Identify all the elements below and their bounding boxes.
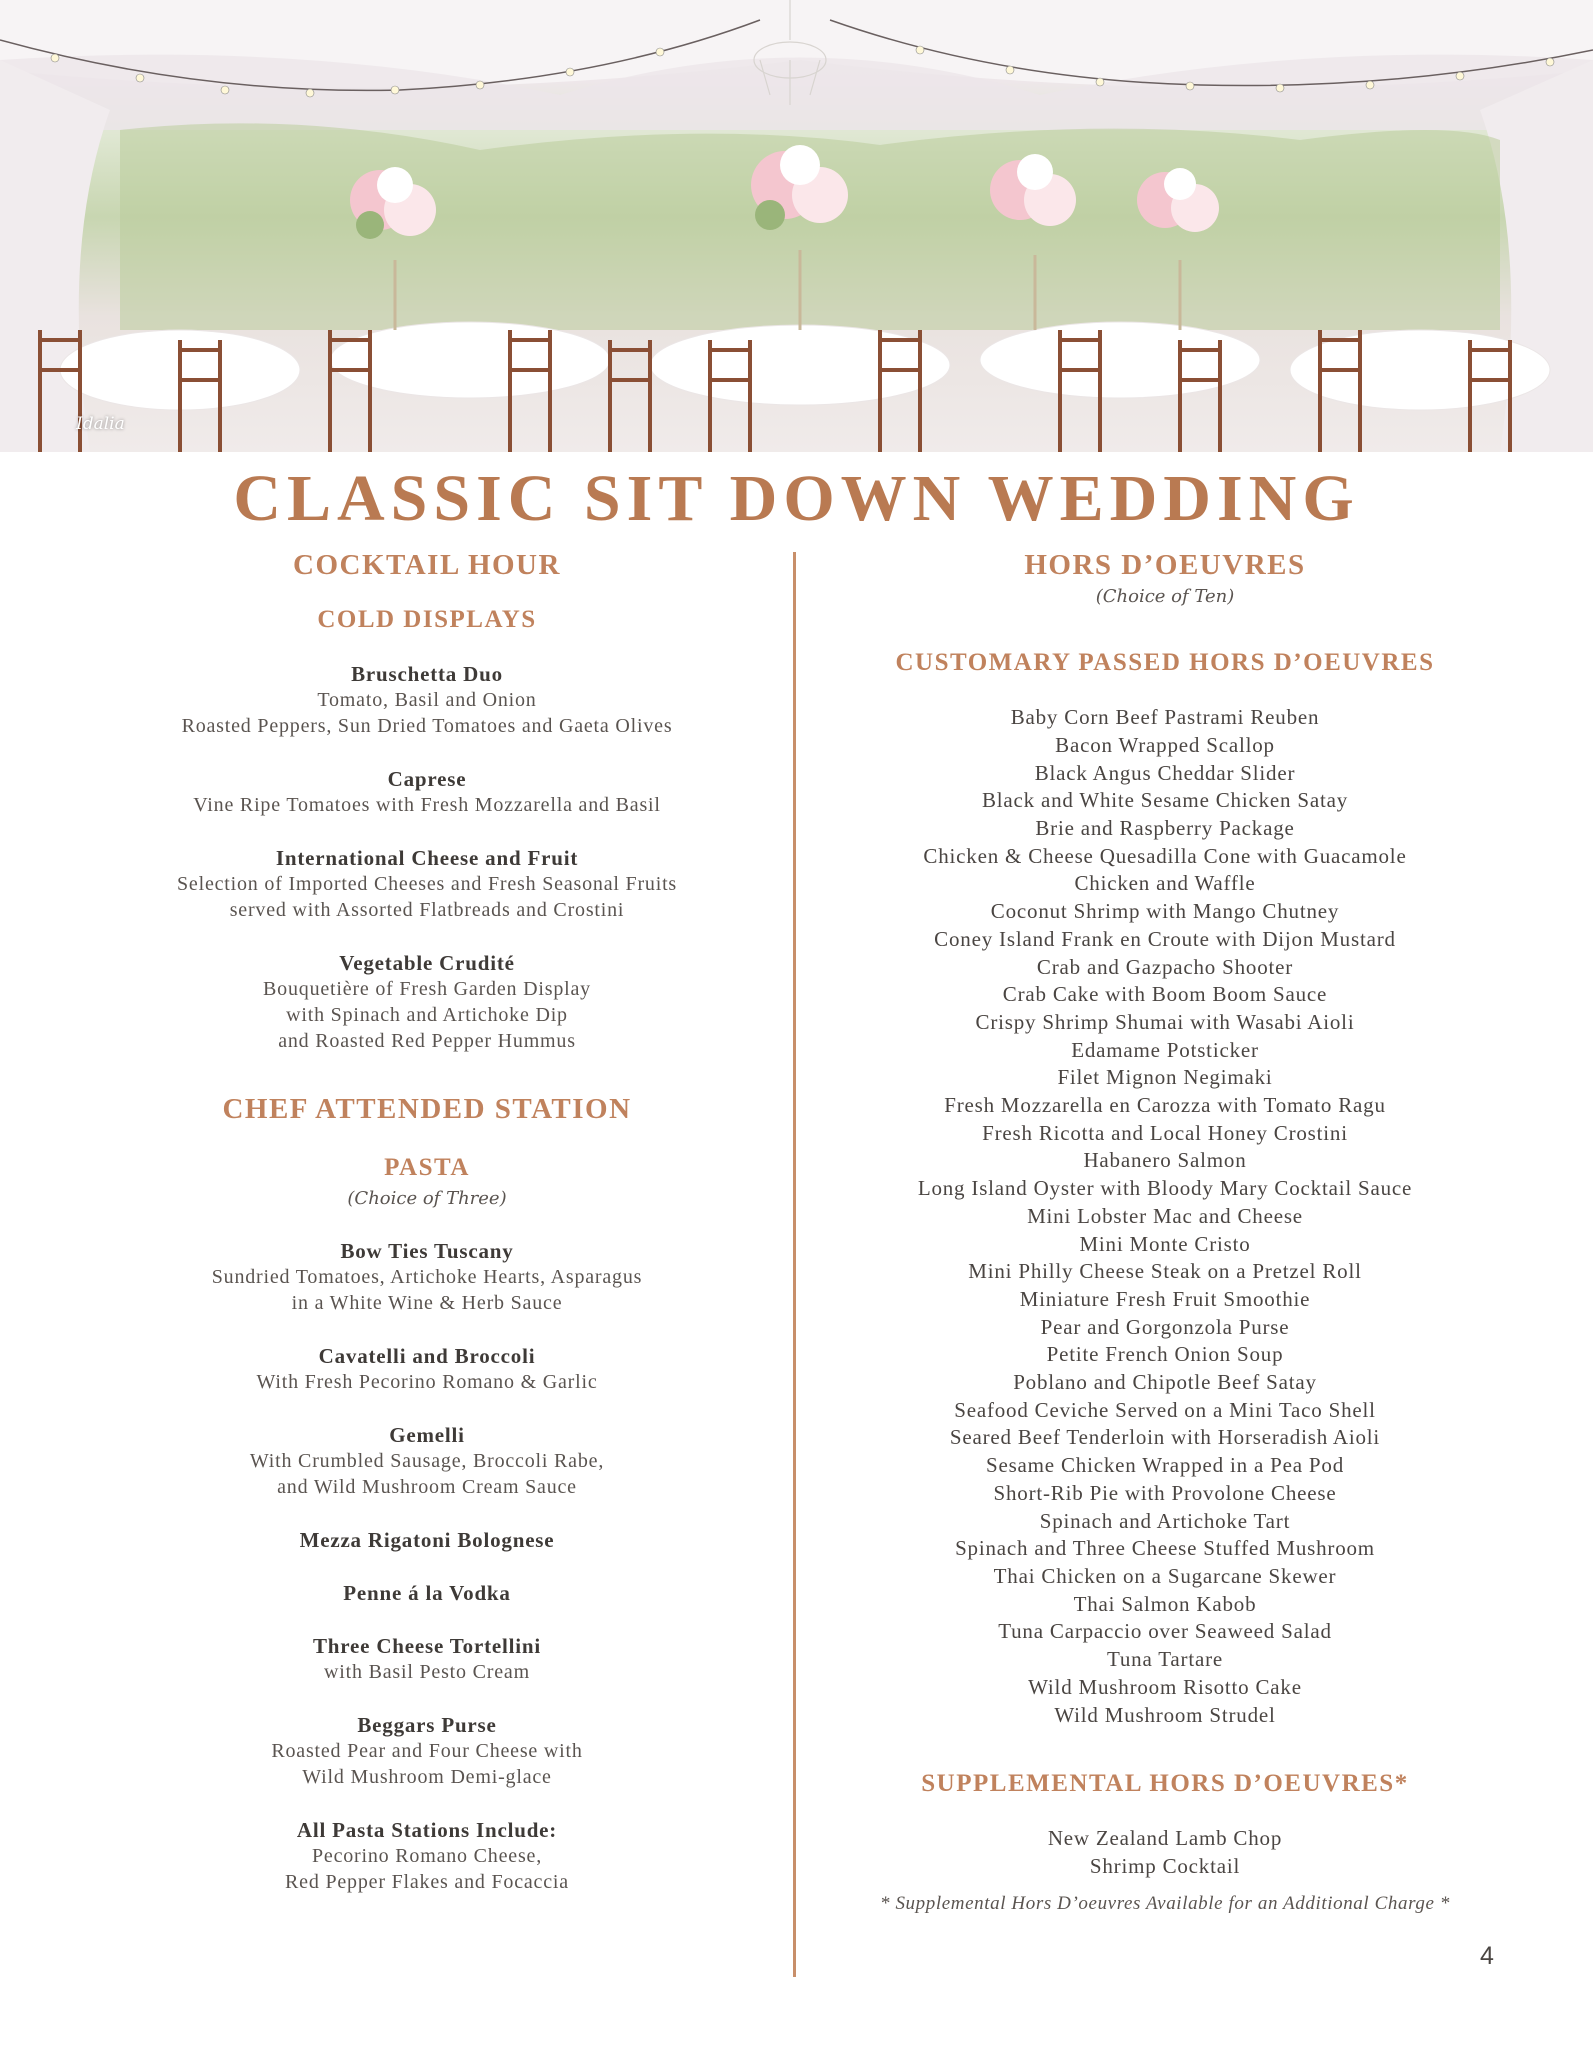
- menu-item-description: with Spinach and Artichoke Dip: [286, 1003, 568, 1026]
- hors-doeuvre-item: Tuna Tartare: [1106, 1647, 1224, 1672]
- chef-attended-heading: CHEF ATTENDED STATION: [222, 1092, 632, 1125]
- hors-doeuvre-item: Bacon Wrapped Scallop: [1055, 732, 1275, 757]
- hors-doeuvre-item: Spinach and Artichoke Tart: [1039, 1508, 1291, 1533]
- menu-item-description: Sundried Tomatoes, Artichoke Hearts, Asparagus: [211, 1265, 643, 1288]
- hors-doeuvre-item: Fresh Ricotta and Local Honey Crostini: [982, 1120, 1348, 1145]
- supplemental-list: [845, 1825, 1485, 1880]
- menu-item-description: and Roasted Red Pepper Hummus: [278, 1029, 576, 1052]
- menu-item-name: International Cheese and Fruit: [275, 845, 579, 870]
- hors-doeuvre-item: Baby Corn Beef Pastrami Reuben: [1010, 705, 1320, 730]
- menu-item: [100, 661, 754, 739]
- hors-doeuvre-item: Chicken & Cheese Quesadilla Cone with Guacamole: [923, 843, 1407, 868]
- photo-caption: Idalia: [76, 414, 125, 434]
- hors-doeuvre-item: Spinach and Three Cheese Stuffed Mushroom: [955, 1536, 1375, 1561]
- hors-doeuvre-item: Chicken and Waffle: [1074, 871, 1256, 896]
- menu-item-description: With Fresh Pecorino Romano & Garlic: [256, 1370, 598, 1393]
- hors-doeuvre-item: Black and White Sesame Chicken Satay: [981, 788, 1349, 813]
- menu-item-description: with Basil Pesto Cream: [324, 1660, 530, 1683]
- hors-doeuvre-item: Crab and Gazpacho Shooter: [1036, 954, 1294, 979]
- menu-item-name: Mezza Rigatoni Bolognese: [299, 1527, 555, 1552]
- hors-doeuvre-item: Edamame Potsticker: [1071, 1037, 1259, 1062]
- menu-item: [100, 1817, 754, 1895]
- menu-item: [100, 1343, 754, 1395]
- menu-item: [100, 1633, 754, 1685]
- menu-item-name: Bruschetta Duo: [351, 661, 503, 686]
- hors-doeuvre-item: Mini Monte Cristo: [1079, 1231, 1251, 1256]
- hors-doeuvre-item: Black Angus Cheddar Slider: [1034, 760, 1296, 785]
- menu-item-description: Vine Ripe Tomatoes with Fresh Mozzarella and Basil: [193, 793, 661, 816]
- menu-item-name: Three Cheese Tortellini: [313, 1633, 541, 1658]
- menu-item-description: Tomato, Basil and Onion: [317, 688, 537, 711]
- menu-item-description: Roasted Peppers, Sun Dried Tomatoes and Gaeta Olives: [181, 714, 673, 737]
- menu-item: [100, 1580, 754, 1606]
- hors-doeuvres-column: [845, 548, 1485, 1915]
- menu-item-description: Pecorino Romano Cheese,: [311, 1844, 543, 1867]
- header-photo: [0, 0, 1593, 452]
- pasta-choice-note: (Choice of Three): [347, 1187, 507, 1209]
- hors-doeuvre-item: Fresh Mozzarella en Carozza with Tomato Ragu: [944, 1093, 1386, 1118]
- supplemental-note: * Supplemental Hors D’oeuvres Available for an Additional Charge *: [880, 1892, 1450, 1914]
- column-divider: [793, 552, 796, 1977]
- hors-doeuvre-item: Thai Chicken on a Sugarcane Skewer: [993, 1563, 1337, 1588]
- menu-item: [100, 1527, 754, 1553]
- menu-item-name: Penne á la Vodka: [343, 1580, 511, 1605]
- hors-doeuvre-item: Filet Mignon Negimaki: [1057, 1065, 1273, 1090]
- passed-hors-heading: CUSTOMARY PASSED HORS D’OEUVRES: [895, 649, 1435, 677]
- hors-doeuvre-item: Long Island Oyster with Bloody Mary Cocktail Sauce: [917, 1176, 1413, 1201]
- cold-displays-list: [100, 661, 754, 1054]
- hors-doeuvre-item: Crab Cake with Boom Boom Sauce: [1002, 982, 1328, 1007]
- hors-doeuvre-item: Crispy Shrimp Shumai with Wasabi Aioli: [975, 1009, 1355, 1034]
- menu-item-description: With Crumbled Sausage, Broccoli Rabe,: [249, 1449, 605, 1472]
- menu-item: [100, 845, 754, 923]
- page-title: CLASSIC SIT DOWN WEDDING: [233, 462, 1360, 535]
- hors-choice-note: (Choice of Ten): [1095, 585, 1235, 607]
- menu-item-description: Wild Mushroom Demi-glace: [302, 1765, 552, 1788]
- page-number: 4: [1480, 1942, 1494, 1970]
- hors-doeuvre-item: Thai Salmon Kabob: [1073, 1591, 1257, 1616]
- menu-item-description: Red Pepper Flakes and Focaccia: [285, 1870, 569, 1893]
- hors-doeuvre-item: Wild Mushroom Strudel: [1054, 1702, 1276, 1727]
- cold-displays-heading: COLD DISPLAYS: [317, 605, 537, 633]
- hors-doeuvre-item: New Zealand Lamb Chop: [1047, 1826, 1283, 1851]
- menu-item: [100, 1712, 754, 1790]
- hors-doeuvre-item: Poblano and Chipotle Beef Satay: [1013, 1370, 1317, 1395]
- menu-item-description: Bouquetière of Fresh Garden Display: [263, 977, 591, 1000]
- menu-item-name: Bow Ties Tuscany: [340, 1238, 514, 1263]
- hors-doeuvre-item: Miniature Fresh Fruit Smoothie: [1019, 1286, 1311, 1311]
- menu-item: [100, 1422, 754, 1500]
- hors-doeuvre-item: Coconut Shrimp with Mango Chutney: [990, 899, 1340, 924]
- menu-item: [100, 950, 754, 1054]
- menu-item-name: Caprese: [387, 766, 467, 791]
- hors-doeuvre-item: Tuna Carpaccio over Seaweed Salad: [998, 1619, 1332, 1644]
- hors-doeuvre-item: Seafood Ceviche Served on a Mini Taco Shell: [954, 1397, 1376, 1422]
- hors-doeuvre-item: Wild Mushroom Risotto Cake: [1028, 1674, 1302, 1699]
- menu-item: [100, 766, 754, 818]
- hors-doeuvre-item: Sesame Chicken Wrapped in a Pea Pod: [985, 1453, 1345, 1478]
- menu-item-description: in a White Wine & Herb Sauce: [291, 1291, 563, 1314]
- menu-item-name: Vegetable Crudité: [339, 950, 515, 975]
- menu-item-name: Beggars Purse: [357, 1712, 497, 1737]
- menu-item-description: served with Assorted Flatbreads and Crostini: [229, 898, 625, 921]
- hors-doeuvre-item: Mini Philly Cheese Steak on a Pretzel Roll: [968, 1259, 1362, 1284]
- pasta-list: [100, 1238, 754, 1895]
- menu-item-name: All Pasta Stations Include:: [296, 1817, 558, 1842]
- menu-item-name: Gemelli: [389, 1422, 465, 1447]
- menu-item: [100, 1238, 754, 1316]
- menu-item-description: Selection of Imported Cheeses and Fresh Seasonal Fruits: [176, 872, 678, 895]
- supplemental-heading: SUPPLEMENTAL HORS D’OEUVRES*: [921, 1770, 1409, 1798]
- pasta-heading: PASTA: [384, 1153, 470, 1181]
- menu-item-description: and Wild Mushroom Cream Sauce: [277, 1475, 577, 1498]
- cocktail-hour-column: [100, 548, 754, 1895]
- hors-doeuvre-item: Mini Lobster Mac and Cheese: [1027, 1203, 1303, 1228]
- hors-doeuvre-item: Pear and Gorgonzola Purse: [1040, 1314, 1290, 1339]
- menu-item-description: Roasted Pear and Four Cheese with: [271, 1739, 583, 1762]
- tent-reception-photo: [0, 0, 1593, 452]
- hors-doeuvre-item: Short-Rib Pie with Provolone Cheese: [993, 1480, 1337, 1505]
- menu-item-name: Cavatelli and Broccoli: [318, 1343, 536, 1368]
- hors-doeuvre-item: Brie and Raspberry Package: [1035, 816, 1295, 840]
- passed-hors-list: [845, 704, 1485, 1729]
- hors-doeuvres-heading: HORS D’OEUVRES: [1024, 549, 1306, 581]
- hors-doeuvre-item: Shrimp Cocktail: [1089, 1853, 1241, 1878]
- hors-doeuvre-item: Petite French Onion Soup: [1046, 1342, 1284, 1367]
- hors-doeuvre-item: Coney Island Frank en Croute with Dijon Mustard: [934, 926, 1396, 951]
- hors-doeuvre-item: Habanero Salmon: [1083, 1148, 1247, 1173]
- cocktail-hour-heading: COCKTAIL HOUR: [293, 549, 561, 581]
- hors-doeuvre-item: Seared Beef Tenderloin with Horseradish Aioli: [949, 1425, 1381, 1450]
